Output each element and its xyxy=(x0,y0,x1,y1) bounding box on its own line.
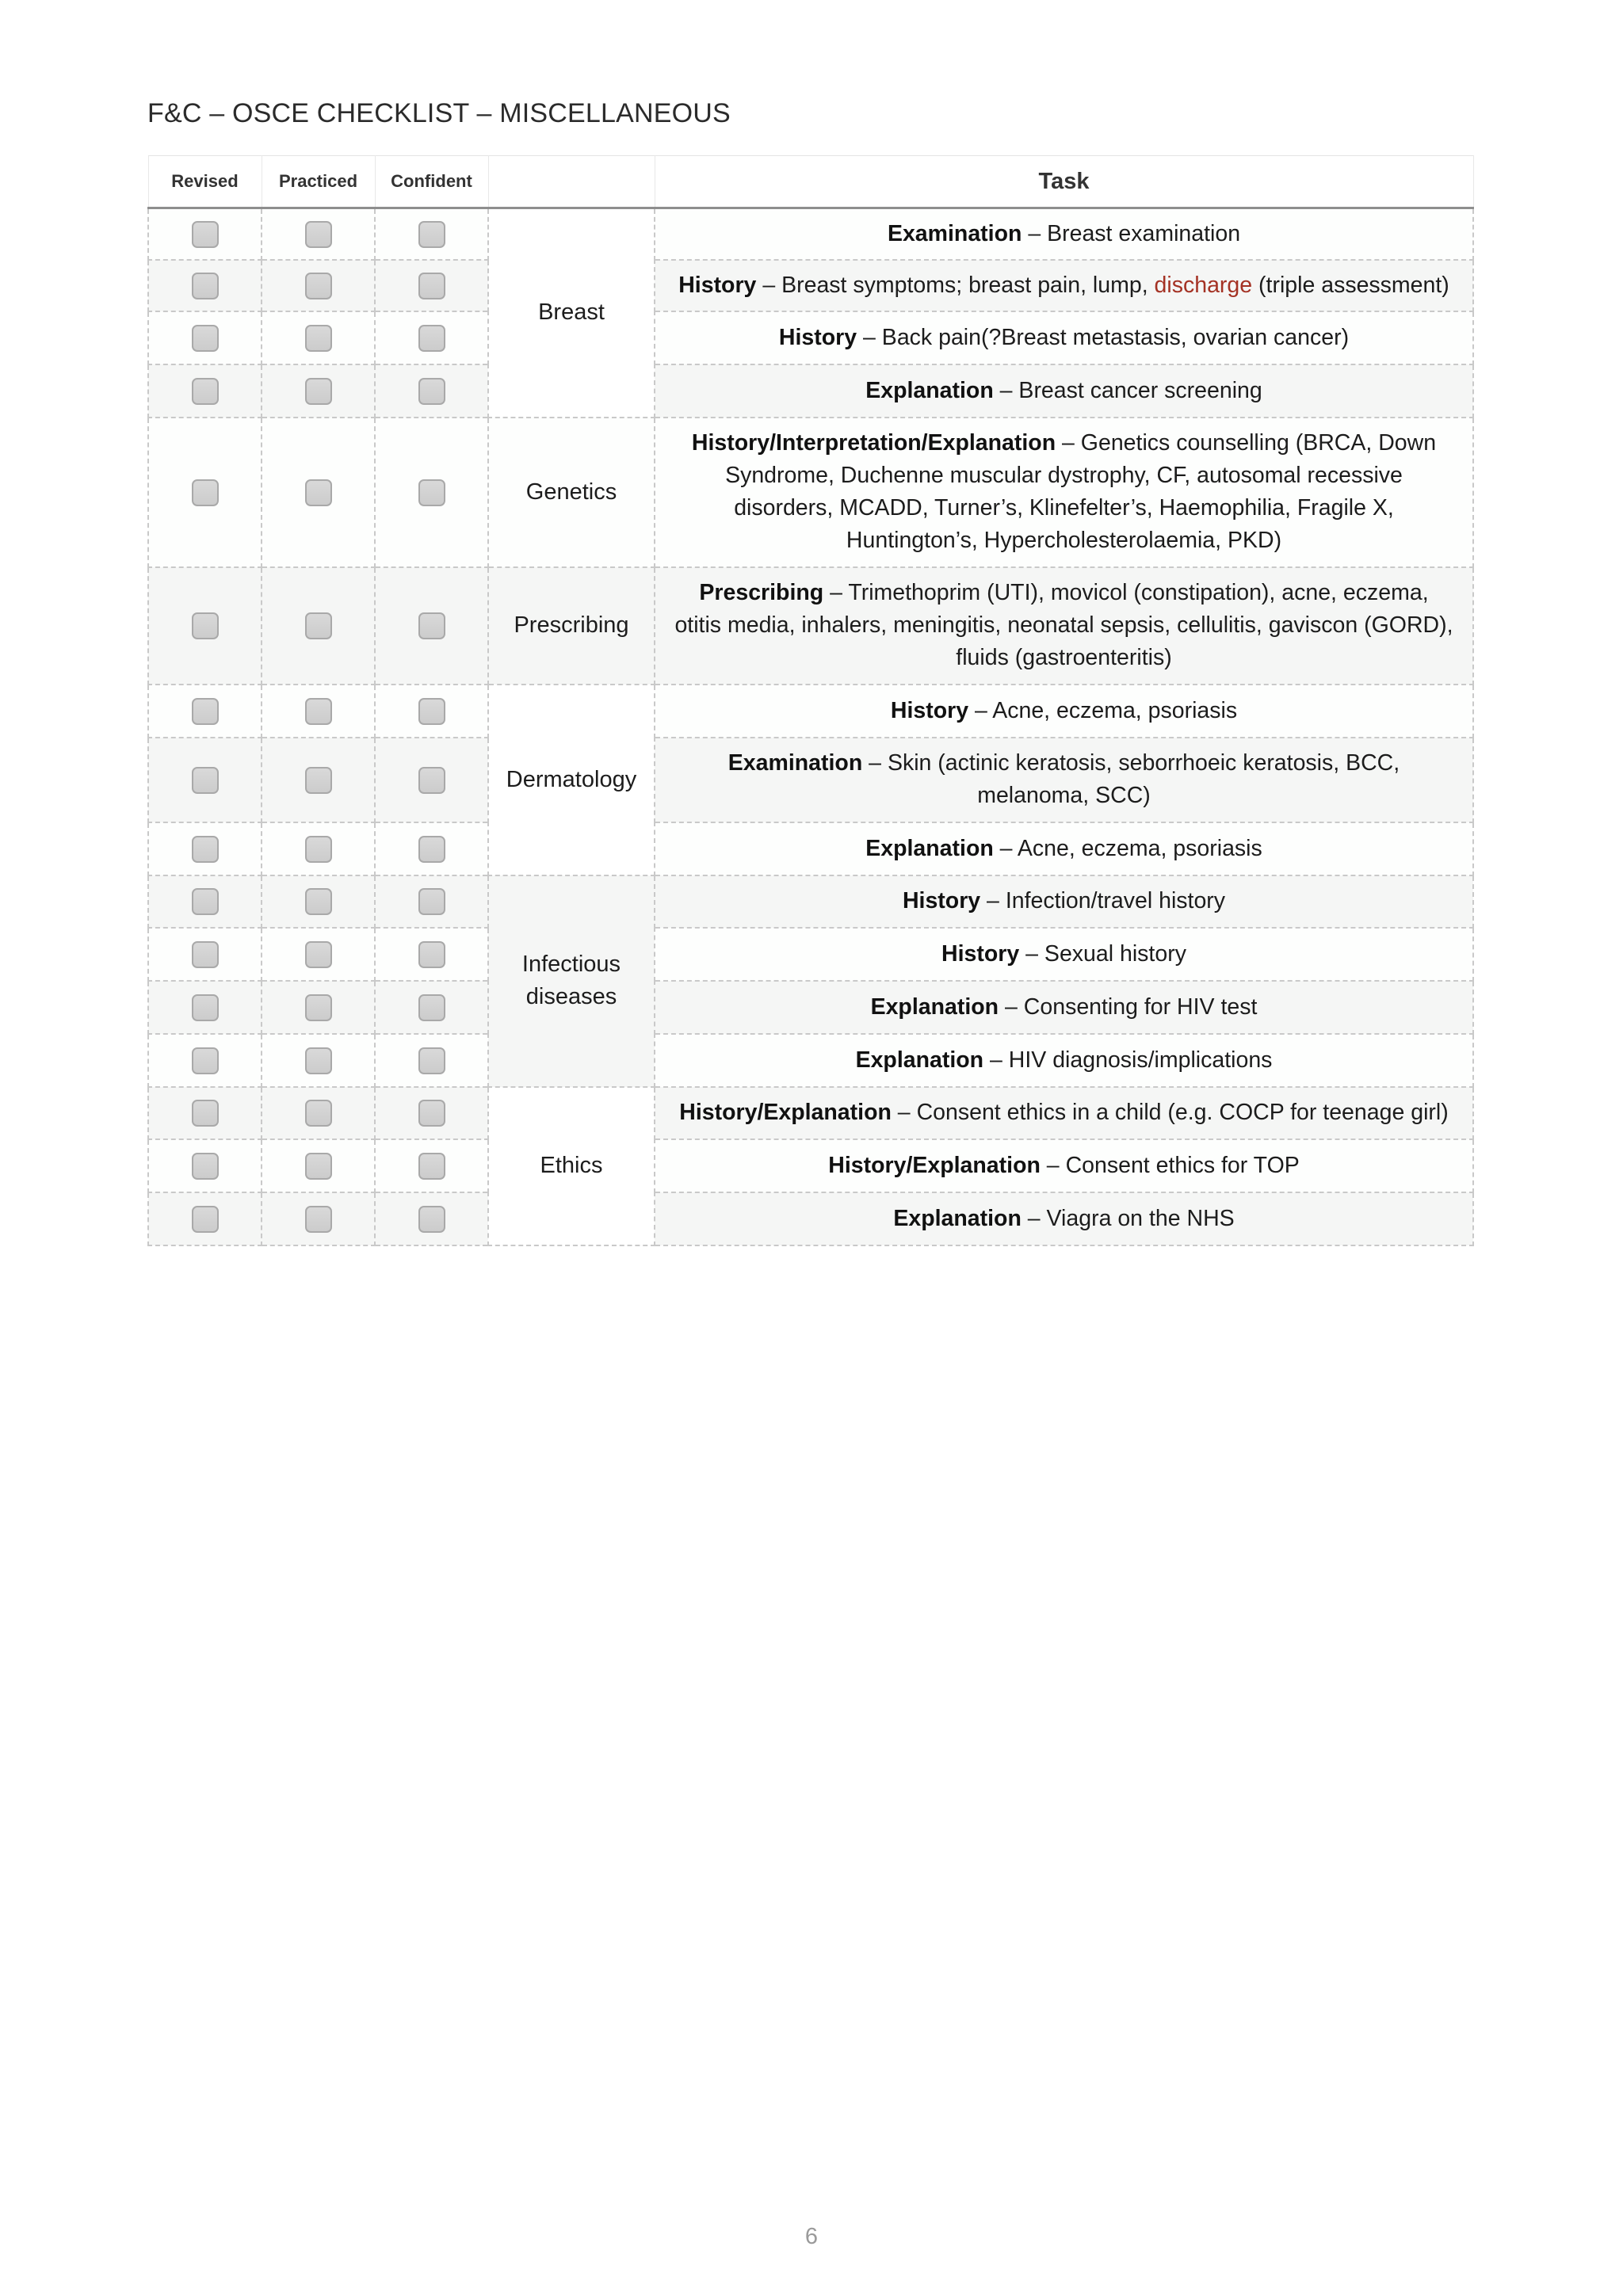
practiced-checkbox[interactable] xyxy=(305,888,332,915)
table-row xyxy=(148,311,1473,364)
task-cell xyxy=(655,364,1473,418)
table-row xyxy=(148,364,1473,418)
revised-cell xyxy=(148,567,262,685)
table-row xyxy=(148,567,1473,685)
task-text: – Breast symptoms; breast pain, lump, xyxy=(756,272,1155,298)
task-cell xyxy=(655,738,1473,822)
task-text: – Acne, eczema, psoriasis xyxy=(968,697,1238,723)
revised-checkbox[interactable] xyxy=(192,479,219,506)
confident-checkbox[interactable] xyxy=(418,378,445,405)
revised-checkbox[interactable] xyxy=(192,221,219,248)
confident-cell xyxy=(375,260,488,311)
confident-cell xyxy=(375,738,488,822)
confident-checkbox[interactable] xyxy=(418,479,445,506)
task-text: – Skin (actinic keratosis, seborrhoeic keratosis, BCC, melanoma, SCC) xyxy=(862,750,1400,808)
practiced-cell xyxy=(262,364,375,418)
practiced-cell xyxy=(262,1192,375,1245)
header-revised: Revised xyxy=(148,156,262,208)
category-infectious-diseases: Infectious diseases xyxy=(488,875,655,1087)
category-ethics: Ethics xyxy=(488,1087,655,1245)
task-text: – Consent ethics in a child (e.g. COCP for teenage girl) xyxy=(891,1100,1449,1125)
confident-checkbox[interactable] xyxy=(418,1100,445,1127)
revised-cell xyxy=(148,685,262,738)
category-dermatology: Dermatology xyxy=(488,685,655,875)
task-cell xyxy=(655,685,1473,738)
confident-checkbox[interactable] xyxy=(418,325,445,352)
practiced-checkbox[interactable] xyxy=(305,221,332,248)
confident-cell xyxy=(375,822,488,875)
confident-cell xyxy=(375,208,488,260)
task-type: Prescribing xyxy=(699,580,824,605)
practiced-cell xyxy=(262,1034,375,1087)
practiced-cell xyxy=(262,822,375,875)
practiced-cell xyxy=(262,418,375,567)
table-row xyxy=(148,1192,1473,1245)
task-text: – Breast examination xyxy=(1022,220,1241,246)
practiced-checkbox[interactable] xyxy=(305,273,332,299)
table-row xyxy=(148,260,1473,311)
confident-cell xyxy=(375,567,488,685)
page-title: F&C – OSCE CHECKLIST – MISCELLANEOUS xyxy=(147,98,731,128)
task-text: – Consent ethics for TOP xyxy=(1040,1152,1300,1178)
task-cell xyxy=(655,1034,1473,1087)
practiced-checkbox[interactable] xyxy=(305,698,332,725)
table-row xyxy=(148,738,1473,822)
confident-cell xyxy=(375,418,488,567)
revised-cell xyxy=(148,418,262,567)
page-number: 6 xyxy=(804,2224,819,2249)
task-type: Explanation xyxy=(893,1205,1022,1231)
header-confident: Confident xyxy=(375,156,488,208)
revised-checkbox[interactable] xyxy=(192,836,219,863)
practiced-cell xyxy=(262,738,375,822)
practiced-checkbox[interactable] xyxy=(305,1047,332,1074)
confident-cell xyxy=(375,364,488,418)
task-type: History xyxy=(778,324,857,350)
practiced-cell xyxy=(262,685,375,738)
practiced-cell xyxy=(262,260,375,311)
revised-checkbox[interactable] xyxy=(192,325,219,352)
practiced-checkbox[interactable] xyxy=(305,325,332,352)
revised-checkbox[interactable] xyxy=(192,612,219,639)
task-text: – Viagra on the NHS xyxy=(1021,1205,1235,1231)
task-type: History/Explanation xyxy=(679,1100,892,1125)
confident-cell xyxy=(375,1192,488,1245)
confident-checkbox[interactable] xyxy=(418,767,445,794)
task-type: History/Interpretation/Explanation xyxy=(691,430,1056,456)
table-row xyxy=(148,875,1473,928)
table-row xyxy=(148,1139,1473,1192)
task-type: History xyxy=(678,272,757,298)
task-cell xyxy=(655,928,1473,981)
header-practiced: Practiced xyxy=(262,156,375,208)
task-text: – Trimethoprim (UTI), movicol (constipation), acne, eczema, otitis media, inhalers, meningitis, neonatal sepsis, cellulitis, gaviscon (GORD), fluids (gastroenteritis) xyxy=(674,580,1453,670)
task-text: – Acne, eczema, psoriasis xyxy=(993,835,1262,861)
revised-checkbox[interactable] xyxy=(192,767,219,794)
header-row xyxy=(148,156,1473,208)
practiced-cell xyxy=(262,1139,375,1192)
confident-cell xyxy=(375,685,488,738)
task-cell xyxy=(655,981,1473,1034)
revised-cell xyxy=(148,981,262,1034)
confident-checkbox[interactable] xyxy=(418,612,445,639)
task-cell xyxy=(655,1139,1473,1192)
task-cell xyxy=(655,822,1473,875)
task-cell xyxy=(655,418,1473,567)
practiced-checkbox[interactable] xyxy=(305,1206,332,1233)
practiced-checkbox[interactable] xyxy=(305,836,332,863)
confident-checkbox[interactable] xyxy=(418,1047,445,1074)
revised-checkbox[interactable] xyxy=(192,698,219,725)
task-text: – HIV diagnosis/implications xyxy=(983,1047,1273,1073)
table-row xyxy=(148,822,1473,875)
practiced-checkbox[interactable] xyxy=(305,612,332,639)
category-prescribing: Prescribing xyxy=(488,567,655,685)
confident-cell xyxy=(375,1034,488,1087)
task-cell xyxy=(655,260,1473,311)
task-type: Explanation xyxy=(870,994,999,1020)
confident-checkbox[interactable] xyxy=(418,941,445,968)
practiced-cell xyxy=(262,928,375,981)
table-row xyxy=(148,685,1473,738)
revised-cell xyxy=(148,311,262,364)
task-text: – Sexual history xyxy=(1019,940,1186,967)
revised-checkbox[interactable] xyxy=(192,1206,219,1233)
task-cell xyxy=(655,311,1473,364)
revised-checkbox[interactable] xyxy=(192,1047,219,1074)
revised-cell xyxy=(148,208,262,260)
revised-checkbox[interactable] xyxy=(192,1153,219,1180)
confident-cell xyxy=(375,1087,488,1139)
task-cell xyxy=(655,875,1473,928)
practiced-checkbox[interactable] xyxy=(305,378,332,405)
task-highlight: discharge xyxy=(1154,272,1253,298)
practiced-cell xyxy=(262,567,375,685)
revised-cell xyxy=(148,875,262,928)
revised-cell xyxy=(148,822,262,875)
checklist-table xyxy=(147,155,1474,1246)
task-type: Explanation xyxy=(855,1047,984,1073)
practiced-checkbox[interactable] xyxy=(305,479,332,506)
task-text: – Infection/travel history xyxy=(980,888,1226,913)
task-text-tail: (triple assessment) xyxy=(1252,272,1449,298)
practiced-cell xyxy=(262,1087,375,1139)
task-text: – Breast cancer screening xyxy=(993,377,1262,403)
task-type: History xyxy=(902,888,981,913)
practiced-cell xyxy=(262,311,375,364)
table-row xyxy=(148,1087,1473,1139)
task-type: History xyxy=(890,697,969,723)
confident-checkbox[interactable] xyxy=(418,273,445,299)
category-genetics: Genetics xyxy=(488,418,655,567)
task-cell xyxy=(655,1087,1473,1139)
practiced-checkbox[interactable] xyxy=(305,941,332,968)
confident-checkbox[interactable] xyxy=(418,836,445,863)
practiced-checkbox[interactable] xyxy=(305,767,332,794)
table-row xyxy=(148,208,1473,260)
confident-cell xyxy=(375,928,488,981)
revised-checkbox[interactable] xyxy=(192,1100,219,1127)
revised-cell xyxy=(148,1139,262,1192)
task-type: Examination xyxy=(727,750,863,776)
revised-checkbox[interactable] xyxy=(192,994,219,1021)
task-text: – Consenting for HIV test xyxy=(999,994,1258,1020)
task-type: Explanation xyxy=(865,377,994,403)
task-cell xyxy=(655,1192,1473,1245)
revised-cell xyxy=(148,260,262,311)
header-task: Task xyxy=(655,156,1473,208)
confident-checkbox[interactable] xyxy=(418,1206,445,1233)
task-type: History xyxy=(941,940,1020,967)
revised-checkbox[interactable] xyxy=(192,941,219,968)
revised-cell xyxy=(148,928,262,981)
task-type: History/Explanation xyxy=(828,1152,1041,1178)
practiced-cell xyxy=(262,208,375,260)
task-type: Examination xyxy=(887,220,1022,246)
confident-cell xyxy=(375,875,488,928)
table-row xyxy=(148,1034,1473,1087)
task-type: Explanation xyxy=(865,835,994,861)
header-category xyxy=(488,156,655,208)
practiced-cell xyxy=(262,875,375,928)
confident-cell xyxy=(375,311,488,364)
practiced-checkbox[interactable] xyxy=(305,1100,332,1127)
revised-cell xyxy=(148,1034,262,1087)
revised-cell xyxy=(148,1087,262,1139)
revised-checkbox[interactable] xyxy=(192,378,219,405)
practiced-checkbox[interactable] xyxy=(305,994,332,1021)
task-cell xyxy=(655,567,1473,685)
confident-checkbox[interactable] xyxy=(418,994,445,1021)
confident-cell xyxy=(375,1139,488,1192)
practiced-cell xyxy=(262,981,375,1034)
revised-checkbox[interactable] xyxy=(192,888,219,915)
revised-cell xyxy=(148,738,262,822)
task-text: – Back pain(?Breast metastasis, ovarian cancer) xyxy=(857,324,1350,350)
revised-cell xyxy=(148,1192,262,1245)
confident-checkbox[interactable] xyxy=(418,1153,445,1180)
practiced-checkbox[interactable] xyxy=(305,1153,332,1180)
confident-cell xyxy=(375,981,488,1034)
revised-cell xyxy=(148,364,262,418)
category-breast: Breast xyxy=(488,208,655,418)
table-row xyxy=(148,928,1473,981)
task-text: – Genetics counselling (BRCA, Down Syndrome, Duchenne muscular dystrophy, CF, autosomal recessive disorders, MCADD, Turner’s, Klinefelter’s, Haemophilia, Fragile X, Huntington’s, Hypercholesterolaemia, PKD) xyxy=(725,430,1437,553)
confident-checkbox[interactable] xyxy=(418,221,445,248)
revised-checkbox[interactable] xyxy=(192,273,219,299)
confident-checkbox[interactable] xyxy=(418,698,445,725)
task-cell xyxy=(655,208,1473,260)
table-row xyxy=(148,418,1473,567)
table-row xyxy=(148,981,1473,1034)
confident-checkbox[interactable] xyxy=(418,888,445,915)
